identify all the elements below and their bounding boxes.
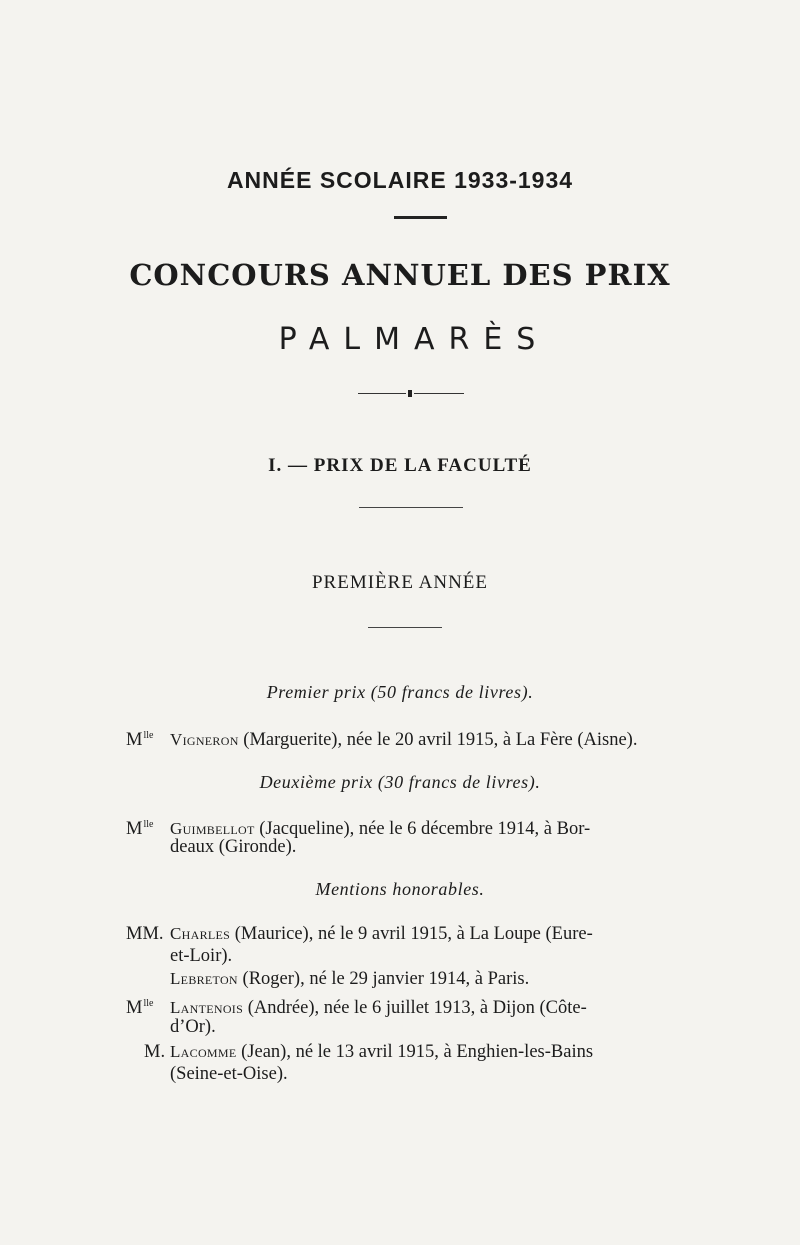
class-year-heading: PREMIÈRE ANNÉE: [311, 572, 489, 593]
entry-surname: Guimbellot: [170, 819, 255, 838]
entry-details: (Roger), né le 29 janvier 1914, à Paris.: [237, 969, 530, 989]
entry-surname: Charles: [170, 924, 231, 943]
entry-surname: Lebreton: [170, 969, 238, 988]
document-subtitle: PALMARÈS: [278, 322, 550, 357]
divider-section: [359, 507, 463, 508]
divider-class-year: [368, 627, 442, 628]
entry-title: $M^{lle}$: [126, 998, 154, 1018]
entry-continuation: (Seine-et-Oise).: [170, 1064, 288, 1084]
mention-entry: [144, 1040, 593, 1064]
entry-details: (Andrée), née le 6 juillet 1913, à Dijon (Côte-: [243, 998, 587, 1018]
deuxieme-prix-label: Deuxième prix (30 francs de livres).: [259, 772, 541, 792]
entry-surname: Lacomme: [170, 1042, 237, 1061]
entry-title: $M^{lle}$: [126, 730, 154, 750]
entry-details: (Marguerite), née le 20 avril 1915, à La Fère (Aisne).: [238, 730, 638, 750]
premier-prix-entry: [126, 724, 637, 752]
mentions-label: Mentions honorables.: [315, 879, 485, 899]
divider-thick: [394, 216, 447, 219]
entry-continuation: et-Loir).: [170, 946, 233, 966]
ornament-divider: [358, 389, 464, 399]
entry-details: (Jean), né le 13 avril 1915, à Enghien-les-Bains: [236, 1042, 594, 1062]
ornament-line-left: [358, 393, 406, 394]
premier-prix-label: Premier prix (50 francs de livres).: [266, 682, 534, 702]
entry-title: MM.: [126, 924, 164, 944]
ornament-line-right: [414, 393, 464, 394]
mention-entry: [170, 967, 529, 991]
entry-surname: Vigneron: [170, 730, 239, 749]
entry-continuation: d’Or).: [170, 1017, 216, 1037]
mention-entry: [126, 922, 593, 946]
entry-title: $M^{lle}$: [126, 819, 154, 839]
entry-surname: Lantenois: [170, 998, 244, 1017]
entry-title: M.: [144, 1042, 166, 1062]
entry-details: (Jacqueline), née le 6 décembre 1914, à Bor-: [254, 819, 591, 839]
school-year-heading: ANNÉE SCOLAIRE 1933-1934: [226, 167, 574, 193]
entry-continuation: deaux (Gironde).: [170, 837, 297, 857]
section-heading: I. — PRIX DE LA FACULTÉ: [268, 455, 532, 476]
ornament-center: [408, 390, 412, 397]
entry-details: (Maurice), né le 9 avril 1915, à La Loupe (Eure-: [230, 924, 593, 944]
document-title: CONCOURS ANNUEL DES PRIX: [129, 258, 671, 292]
